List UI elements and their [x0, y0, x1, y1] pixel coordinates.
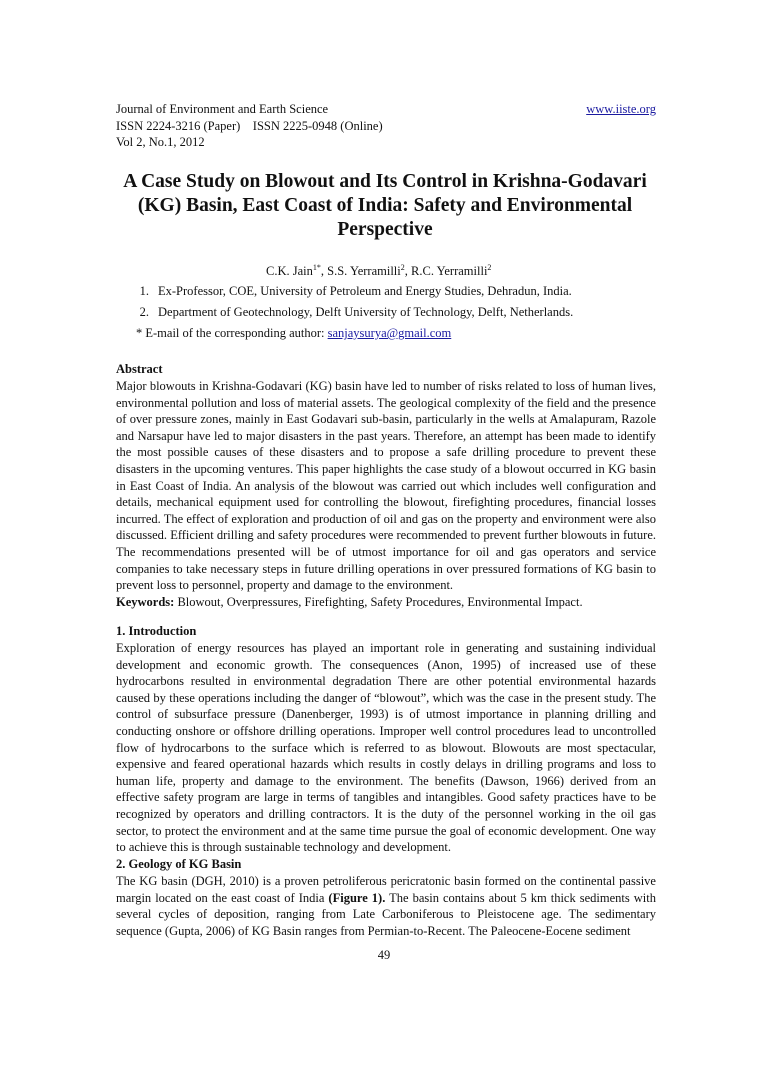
abstract-section: [116, 361, 656, 610]
author-list: [116, 260, 656, 279]
author-2-sup: 2: [400, 263, 405, 272]
geology-section: [116, 856, 656, 939]
abstract-text: Major blowouts in Krishna-Godavari (KG) basin have led to number of risks related to loss of human lives, environmental pollution and loss of material assets. The geological complexity of the field and the presence of over pressure zones, mainly in East Godavari sub-basin, particularly in the wells at Amalapuram, Razole and Narsapur have led to major disasters in the past years. Therefore, an attempt has been made to identify the most possible causes of these disasters and to propose a safe drilling procedure to prevent these disasters in the upcoming ventures. This paper highlights the case study of a blowout occurred in KG basin in East Coast of India. An analysis of the blowout was carried out which includes well configuration and details, mechanical equipment used for controlling the blowout, firefighting procedures, financial losses incurred. The effect of exploration and production of oil and gas on the property and environment were also discussed. Efficient drilling and safety procedures were recommended to prevent further blowouts in future. The recommendations presented will be of utmost importance for oil and gas operators and service companies to take necessary steps in future drilling operations in over pressured formations of KG basin to prevent loss to personnel, property and damage to the environment.: [116, 379, 656, 593]
geology-heading: 2. Geology of KG Basin: [116, 857, 242, 871]
author-3: , R.C. Yerramilli: [404, 264, 488, 279]
introduction-heading: 1. Introduction: [116, 624, 197, 638]
keywords: [116, 594, 656, 611]
journal-header: [116, 101, 656, 151]
email-label: * E-mail of the corresponding author:: [136, 326, 328, 340]
affiliation-item: [116, 281, 656, 302]
author-1-sup: 1*: [312, 263, 321, 272]
affiliations: [116, 281, 656, 344]
geology-text-b: The basin contains about 5 km thick sediments with several cycles of deposition, ranging from Late Carboniferous to Pleistocene age. The sedimentary sequence (Gupta, 2006) of KG Basin ranges from Permian-to-Recent. The Paleocene-Eocene sediment: [116, 890, 656, 938]
issn-line: ISSN 2224-3216 (Paper) ISSN 2225-0948 (Online): [116, 118, 383, 133]
introduction-section: [116, 623, 656, 856]
corresponding-email: [116, 323, 656, 344]
author-1: C.K. Jain: [266, 264, 313, 279]
paper-title: A Case Study on Blowout and Its Control in Krishna-Godavari (KG) Basin, East Coast of India: Safety and Environmental Perspective: [123, 171, 647, 240]
journal-website-link[interactable]: www.iiste.org: [586, 102, 656, 116]
page-number: 49: [377, 948, 391, 962]
abstract-heading: Abstract: [116, 362, 163, 376]
keywords-label: Keywords:: [116, 594, 175, 609]
affiliation-item: [116, 302, 656, 323]
volume-line: Vol 2, No.1, 2012: [116, 135, 205, 149]
affiliation-text: Ex-Professor, COE, University of Petroleum and Energy Studies, Dehradun, India.: [158, 284, 572, 298]
introduction-text: Exploration of energy resources has played an important role in generating and sustaining individual development and economic growth. The consequences (Anon, 1995) of increased use of these hydrocarbons resulted in environmental degradation There are other potential environmental hazards caused by these operations including the danger of “blowout”, which was the case in the present study. The control of subsurface pressure (Danenberger, 1993) is of utmost importance in planning drilling and conducting onshore or offshore drilling operations. Improper well control procedures lead to uncontrolled flow of hydrocarbons to the surface which is referred to as blowout. Blowouts are most spectacular, expensive and feared operational hazards which results in costly delays in drilling programs and loss to human life, property and damage to the environment. The benefits (Dawson, 1966) derived from an effective safety program are large in terms of tangibles and intangibles. Good safety practices have to be recognized by operators and drilling contractors. It is the duty of the personnel working in the oil gas sector, to protect the environment and at the same time pursue the goal of economic development. One way to achieve this is through sustainable technology and development.: [116, 641, 656, 855]
affiliation-number: 1.: [139, 284, 149, 298]
geology-text-a: The KG basin (DGH, 2010) is a proven petroliferous pericratonic basin formed on the continental passive margin located on the east coast of India: [116, 874, 656, 905]
geology-text: [116, 873, 656, 939]
figure-reference: (Figure 1).: [328, 890, 386, 905]
keywords-list: Blowout, Overpressures, Firefighting, Safety Procedures, Environmental Impact.: [174, 594, 583, 609]
author-3-sup: 2: [487, 263, 492, 272]
affiliation-text: Department of Geotechnology, Delft University of Technology, Delft, Netherlands.: [158, 305, 574, 319]
author-2: , S.S. Yerramilli: [320, 264, 401, 279]
journal-name: Journal of Environment and Earth Science: [116, 102, 329, 116]
affiliation-number: 2.: [139, 305, 149, 319]
email-link[interactable]: sanjaysurya@gmail.com: [327, 326, 452, 340]
